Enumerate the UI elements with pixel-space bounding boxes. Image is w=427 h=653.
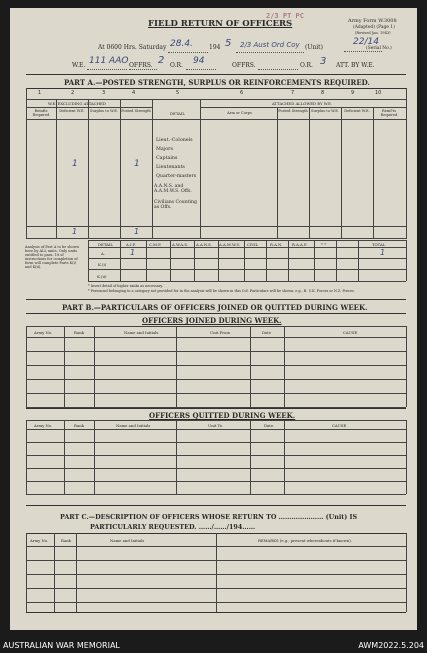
quitted-hdr-unit-to: Unit To bbox=[208, 423, 223, 428]
date-dotline bbox=[168, 52, 208, 53]
joined-line bbox=[26, 337, 406, 338]
unit-dotline bbox=[236, 52, 304, 53]
part-a-col-line bbox=[200, 99, 201, 239]
analysis-col-raaf: R.A.A.F. bbox=[292, 242, 308, 247]
part-a-col-line bbox=[56, 99, 57, 239]
analysis-row-ki: K.(i) bbox=[98, 262, 107, 267]
col-number-9: 9 bbox=[351, 90, 355, 96]
joined-col-line bbox=[176, 326, 177, 407]
analysis-col-line bbox=[266, 240, 267, 281]
detail-header: DETAIL bbox=[170, 111, 185, 116]
we-label: W.E. bbox=[72, 62, 86, 69]
col-number-8: 8 bbox=[321, 90, 325, 96]
form-sheet bbox=[10, 8, 417, 630]
part-b-rule bbox=[26, 313, 406, 314]
part-a-line bbox=[26, 107, 153, 108]
analysis-col-aans: A.A.N.S. bbox=[196, 242, 212, 247]
joined-col-line bbox=[284, 326, 285, 407]
archive-caption-bar bbox=[0, 637, 427, 653]
part-a-bottom-line bbox=[26, 238, 406, 239]
at-hours-label: At 0600 Hrs. Saturday bbox=[98, 44, 167, 51]
analysis-col-ran: R.A.N. bbox=[270, 242, 283, 247]
quitted-col-line bbox=[26, 420, 27, 494]
rank-majors: Majors bbox=[156, 147, 173, 152]
analysis-row-kii: K.(ii) bbox=[97, 274, 107, 279]
hdr-posted-strength: Posted Strength bbox=[121, 109, 151, 113]
army-form-number: Army Form W.3008 bbox=[348, 18, 397, 24]
quitted-col-line bbox=[284, 420, 285, 494]
part-a-col-line bbox=[152, 99, 153, 239]
joined-line bbox=[26, 351, 406, 352]
part-a-line bbox=[200, 107, 406, 108]
partc-col-line bbox=[216, 533, 217, 612]
or-value: 94 bbox=[193, 56, 205, 66]
serial-number: 22/14 bbox=[353, 37, 379, 47]
analysis-col-total: TOTAL bbox=[372, 242, 386, 247]
we-value: 111 AAO bbox=[89, 56, 129, 66]
partc-hdr-rank: Rank bbox=[61, 538, 71, 543]
quitted-line bbox=[26, 442, 406, 443]
analysis-note: Analysis of Part A to be shown here by ALL units. Only units entitled to para. 18 of instructions for completion of form will complete Parts K(i) and K(ii). bbox=[25, 245, 79, 270]
analysis-col-line bbox=[358, 240, 359, 281]
joined-hdr-army-no: Army No. bbox=[34, 330, 53, 335]
rank-lieut-colonels: Lieut.-Colonels bbox=[156, 138, 193, 143]
part-a-col-line bbox=[277, 107, 278, 239]
analysis-col-other: * * bbox=[321, 242, 327, 247]
part-a-col-line bbox=[120, 99, 121, 239]
quitted-line bbox=[26, 429, 406, 430]
partc-col-line bbox=[76, 533, 77, 612]
serial-label: (Serial No.) bbox=[366, 46, 392, 51]
part-a-col-line bbox=[88, 99, 89, 239]
hdr-att-posted-strength: Posted Strength bbox=[278, 109, 308, 113]
analysis-col-line bbox=[88, 240, 89, 281]
analysis-col-line bbox=[146, 240, 147, 281]
quitted-hdr-rank: Rank bbox=[74, 423, 84, 428]
analysis-col-line bbox=[194, 240, 195, 281]
year-prefix: 194 bbox=[209, 44, 221, 51]
mark-col4: 1 bbox=[134, 159, 140, 169]
partc-bottom-rule bbox=[26, 612, 406, 613]
archive-caption-right: AWM2022.5.204 bbox=[358, 641, 424, 650]
analysis-col-line bbox=[336, 240, 337, 281]
part-a-col-line bbox=[341, 107, 342, 239]
part-a-col-line bbox=[406, 88, 407, 239]
att-by-we-label: ATT. BY W.E. bbox=[336, 62, 375, 69]
analysis-col-aamws: A.A.M.W.S. bbox=[219, 242, 241, 247]
rank-captains: Captains bbox=[156, 156, 178, 161]
joined-col-line bbox=[406, 326, 407, 407]
joined-line bbox=[26, 393, 406, 394]
form-title: FIELD RETURN OF OFFICERS bbox=[148, 19, 293, 29]
quitted-hdr-date: Date. bbox=[264, 423, 275, 428]
part-c-title-line1: PART C.—DESCRIPTION OF OFFICERS WHOSE RETURN TO ………………… (Unit) IS bbox=[60, 513, 358, 521]
form-revised: (Revised Jan. 1943) bbox=[355, 31, 391, 35]
col-number-5: 5 bbox=[176, 90, 180, 96]
analysis-line bbox=[88, 281, 406, 282]
rank-quartermasters: Quarter-masters bbox=[156, 174, 197, 179]
joined-col-line bbox=[94, 326, 95, 407]
part-a-line bbox=[26, 119, 406, 120]
part-c-title-line2: PARTICULARLY REQUESTED. ……/……/194…… bbox=[90, 523, 256, 531]
hdr-surplus-we: Surplus to W.E. bbox=[90, 109, 118, 113]
quitted-col-line bbox=[64, 420, 65, 494]
quitted-col-line bbox=[250, 420, 251, 494]
quitted-line bbox=[26, 481, 406, 482]
joined-col-line bbox=[26, 326, 27, 407]
part-a-col-line bbox=[373, 107, 374, 239]
offrs-label: OFFRS. bbox=[129, 62, 153, 69]
quitted-line bbox=[26, 420, 406, 421]
quitted-hdr-army-no: Army No. bbox=[34, 423, 53, 428]
part-b-top-rule bbox=[26, 299, 406, 300]
quitted-col-line bbox=[406, 420, 407, 494]
quitted-col-line bbox=[94, 420, 95, 494]
group-attached-allowed: ATTACHED ALLOWED BY W.E. bbox=[272, 101, 333, 106]
partc-col-line bbox=[26, 533, 27, 612]
partc-col-line bbox=[54, 533, 55, 612]
part-b-title: PART B.—PARTICULARS OF OFFICERS JOINED OR QUITTED DURING WEEK. bbox=[62, 303, 368, 312]
return-date: 28.4. bbox=[170, 39, 193, 49]
hdr-att-surplus: Surplus to W.E. bbox=[311, 109, 339, 113]
joined-line bbox=[26, 365, 406, 366]
part-a-rule bbox=[26, 88, 406, 89]
part-a-col-line bbox=[309, 107, 310, 239]
analysis-detail-header: DETAIL bbox=[98, 242, 113, 247]
col-number-7: 7 bbox=[291, 90, 295, 96]
quitted-line bbox=[26, 494, 406, 495]
quitted-line bbox=[26, 455, 406, 456]
hdr-arm-or-corps: Arm or Corps bbox=[227, 111, 252, 115]
analysis-col-line bbox=[288, 240, 289, 281]
partc-hdr-remarks: REMARKS (e.g., present whereabouts if known). bbox=[258, 538, 352, 543]
analysis-a-total: 1 bbox=[380, 248, 386, 257]
part-a-title: PART A.—POSTED STRENGTH, SURPLUS OR REINFORCEMENTS REQUIRED. bbox=[64, 78, 370, 87]
joined-hdr-rank: Rank bbox=[74, 330, 84, 335]
analysis-a-aif: 1 bbox=[130, 248, 136, 257]
offrs-dotline bbox=[129, 69, 157, 70]
part-a-col-line bbox=[26, 88, 27, 239]
analysis-row-a: A. bbox=[101, 251, 105, 256]
col-number-3: 3 bbox=[102, 90, 106, 96]
rank-aans-aamws: A.A.N.S. and A.A.M.W.S. Offs. bbox=[154, 184, 192, 195]
analysis-col-line bbox=[120, 240, 121, 281]
part-c-top-rule bbox=[26, 505, 406, 506]
we-dotline bbox=[87, 69, 127, 70]
joined-hdr-name: Name and Initials bbox=[124, 330, 159, 335]
hdr-att-reinfts: Reinf'ts Required bbox=[380, 109, 398, 118]
offrs-att-label: OFFRS. bbox=[232, 62, 256, 69]
offrs-att-dotline bbox=[258, 69, 298, 70]
analysis-col-line bbox=[244, 240, 245, 281]
partc-hdr-army-no: Army No. bbox=[30, 538, 49, 543]
rank-lieutenants: Lieutenants bbox=[156, 165, 185, 170]
footnote-1: * Insert detail of higher ranks as necessary. bbox=[88, 284, 163, 288]
archive-caption-left: AUSTRALIAN WAR MEMORIAL bbox=[3, 641, 120, 650]
partc-col-line bbox=[406, 533, 407, 612]
hdr-att-deficient: Deficient W.E. bbox=[344, 109, 370, 113]
rank-civilians: Civilians Counting as Offs. bbox=[154, 200, 197, 211]
hdr-reinfts-required: Reinfts Required bbox=[32, 109, 50, 118]
col-number-1: 1 bbox=[38, 90, 42, 96]
analysis-col-line bbox=[406, 240, 407, 281]
hdr-deficient-we: Deficient W.E. bbox=[59, 109, 85, 113]
quitted-rule bbox=[26, 408, 406, 409]
offrs-value: 2 bbox=[158, 55, 165, 66]
joined-col-line bbox=[64, 326, 65, 407]
joined-line bbox=[26, 326, 406, 327]
mark-col2: 1 bbox=[72, 159, 78, 169]
col-number-2: 2 bbox=[71, 90, 75, 96]
year-value: 5 bbox=[225, 38, 232, 49]
or-att-value: 3 bbox=[320, 56, 327, 67]
mark-col4-total: 1 bbox=[134, 227, 140, 236]
col-number-4: 4 bbox=[132, 90, 136, 96]
part-a-top-rule bbox=[26, 74, 406, 75]
analysis-col-cmf: C.M.F. bbox=[149, 242, 162, 247]
joined-col-line bbox=[250, 326, 251, 407]
partc-hdr-name: Name and Initials bbox=[110, 538, 145, 543]
quitted-col-line bbox=[176, 420, 177, 494]
quitted-line bbox=[26, 468, 406, 469]
col-number-6: 6 bbox=[240, 90, 244, 96]
joined-title: OFFICERS JOINED DURING WEEK. bbox=[142, 316, 282, 325]
analysis-col-civil: CIVIL bbox=[247, 242, 259, 247]
joined-hdr-cause: CAUSE bbox=[343, 330, 358, 335]
unit-label: (Unit) bbox=[305, 44, 323, 51]
joined-hdr-unit-from: Unit From bbox=[210, 330, 230, 335]
unit-stamp: 2/3 PT PC bbox=[266, 12, 304, 20]
part-a-line bbox=[26, 99, 406, 100]
unit-name: 2/3 Aust Ord Coy bbox=[240, 41, 300, 49]
joined-line bbox=[26, 379, 406, 380]
analysis-col-line bbox=[314, 240, 315, 281]
analysis-col-aif: A.I.F. bbox=[126, 242, 136, 247]
quitted-title: OFFICERS QUITTED DURING WEEK. bbox=[149, 411, 296, 420]
part-a-total-line bbox=[26, 226, 406, 227]
mark-col2-total: 1 bbox=[72, 227, 78, 236]
joined-hdr-date: Date bbox=[262, 330, 272, 335]
footnote-2: * Personnel belonging to a category not provided for in the analysis will be shown in this Col. Particulars will be shown, e.g., B. U.K. Forces or N.Z. Forces. bbox=[88, 289, 355, 293]
or-att-label: O.R. bbox=[300, 62, 313, 69]
quitted-hdr-cause: CAUSE bbox=[332, 423, 347, 428]
group-we-excluding: W.E. EXCLUDING ATTACHED bbox=[48, 101, 106, 106]
quitted-hdr-name: Name and Initials bbox=[116, 423, 151, 428]
analysis-col-line bbox=[170, 240, 171, 281]
col-number-10: 10 bbox=[375, 90, 382, 96]
or-label: O.R. bbox=[170, 62, 183, 69]
analysis-col-awas: A.W.A.S. bbox=[172, 242, 189, 247]
form-adapted: (Adapted) (Page 1) bbox=[353, 25, 395, 30]
or-dotline bbox=[186, 69, 216, 70]
